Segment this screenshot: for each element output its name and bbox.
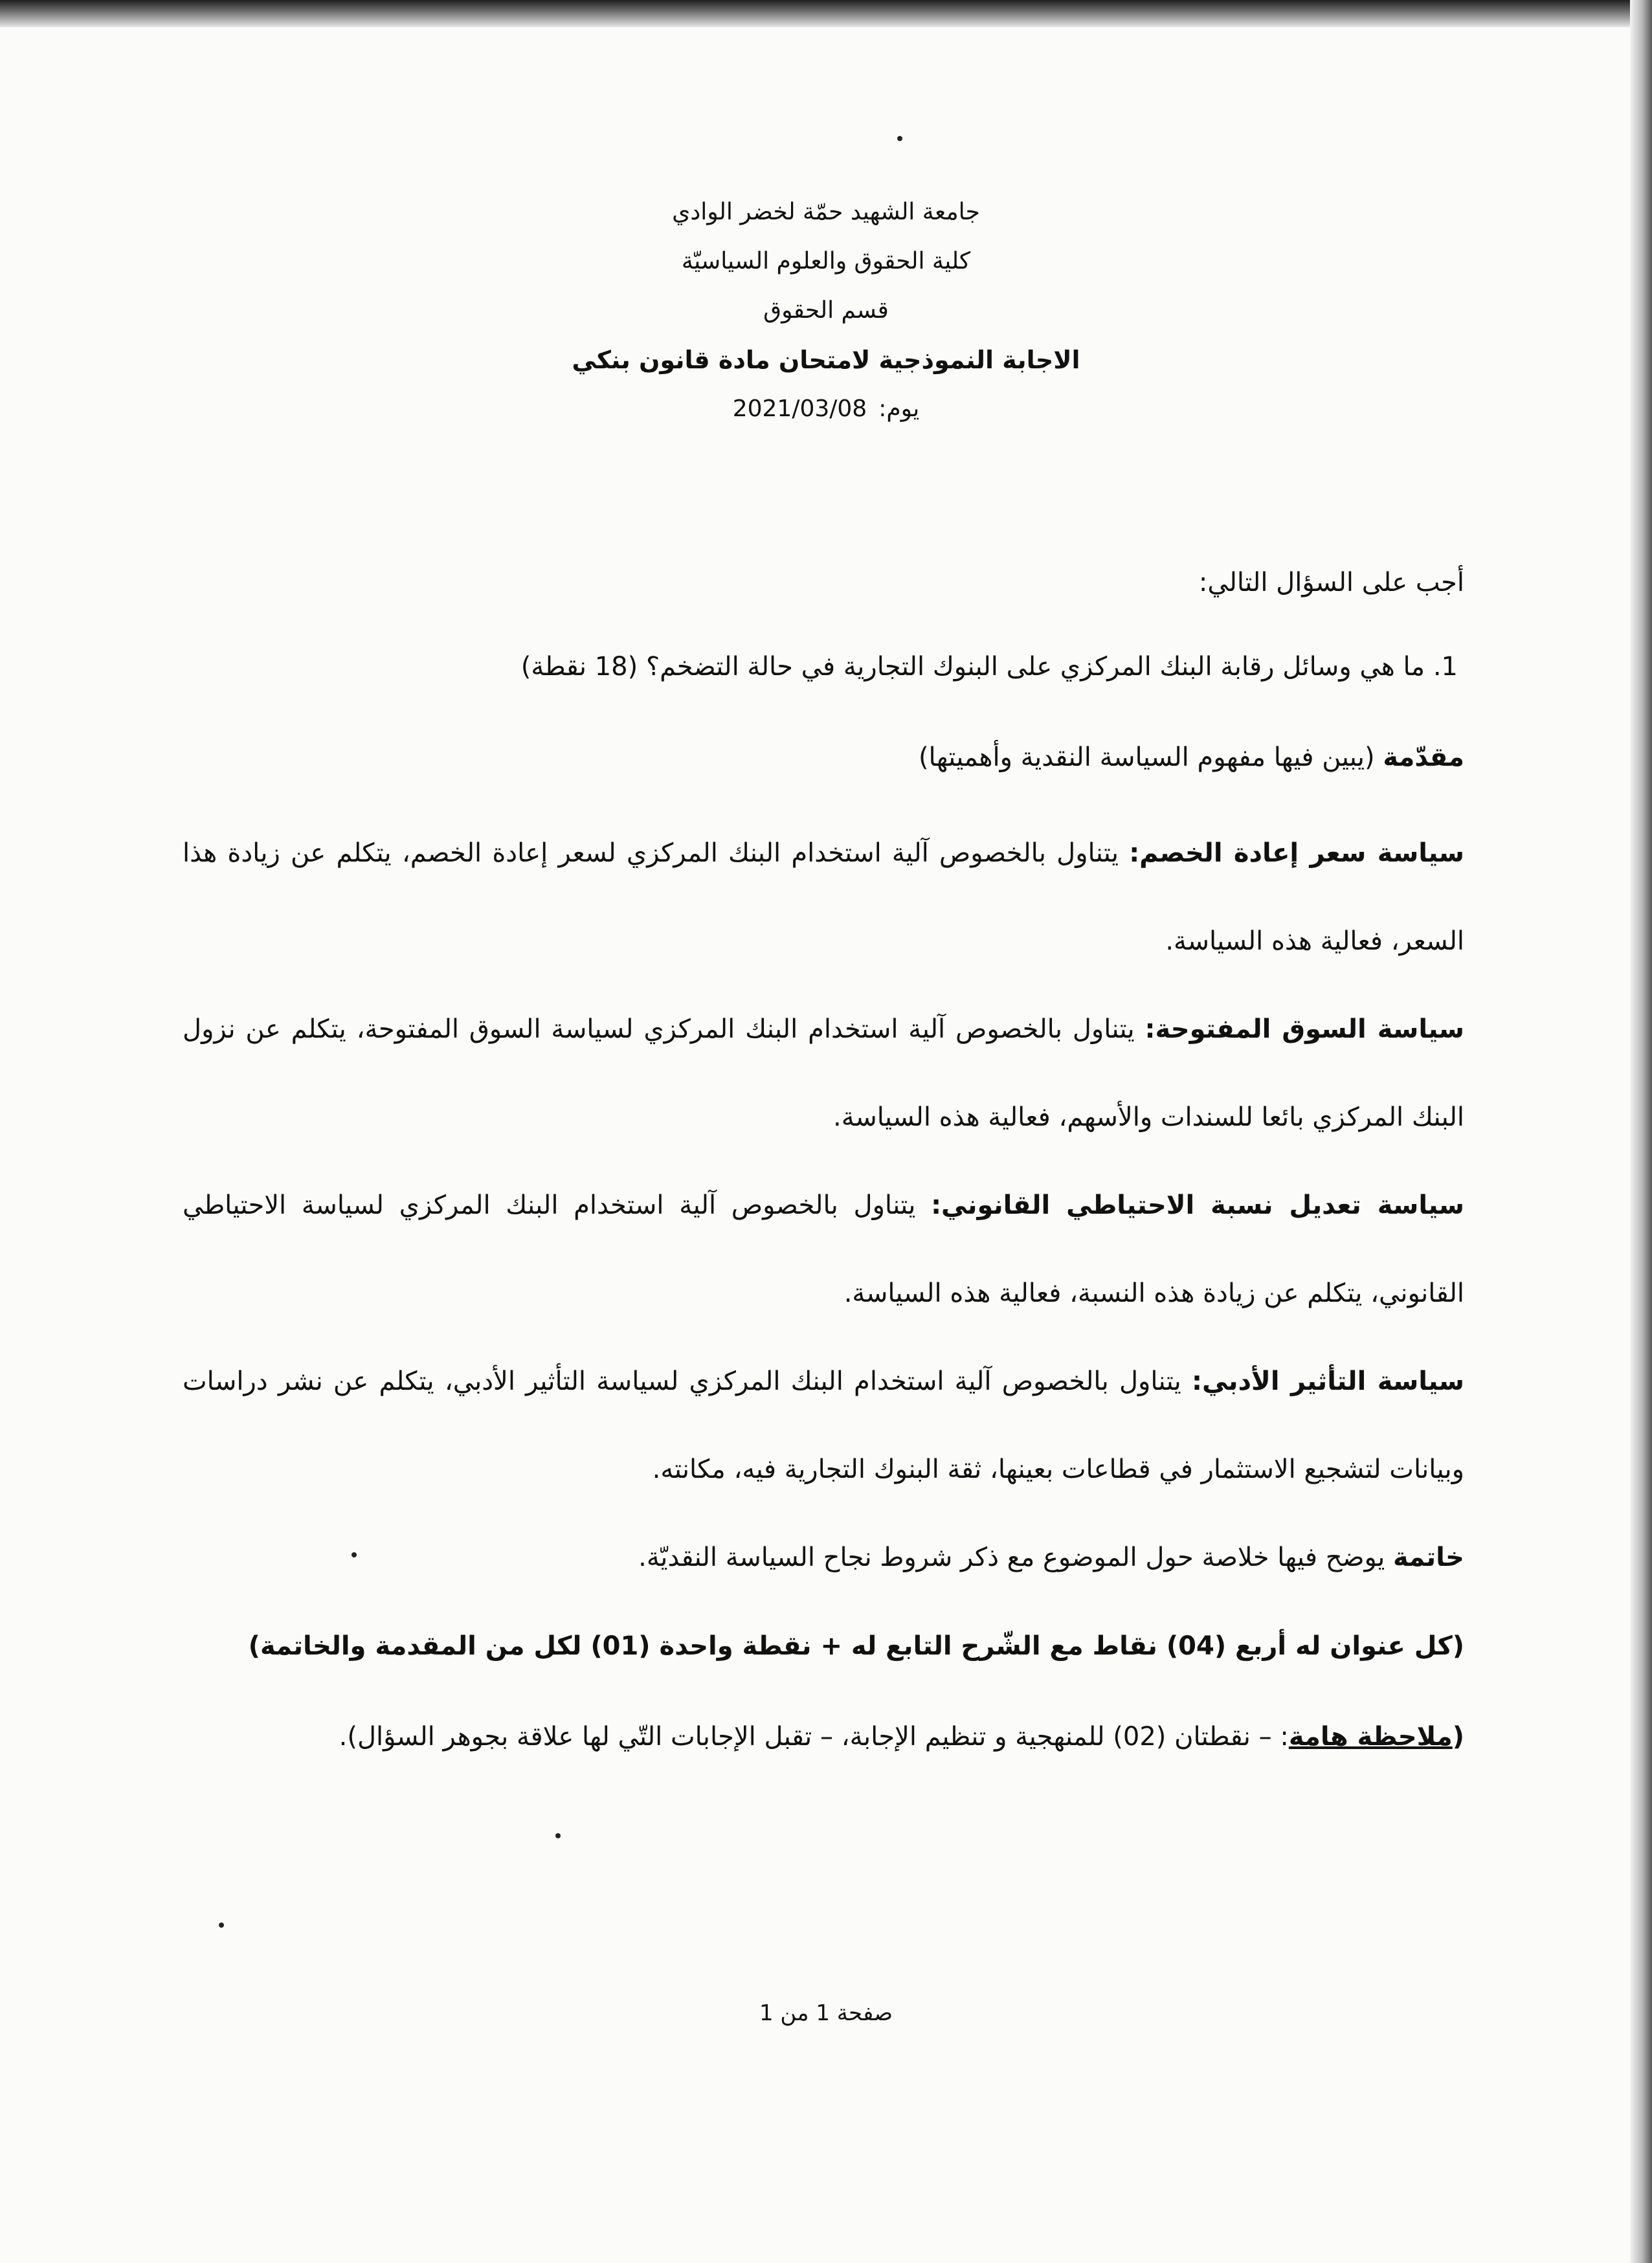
scan-edge-top <box>0 0 1652 27</box>
note-text: : – نقطتان (02) للمنهجية و تنظيم الإجابة، – تقبل الإجابات التّي لها علاقة بجوهر السؤال). <box>339 1722 1289 1752</box>
scan-speck <box>219 1923 224 1928</box>
section-discount-rate <box>183 809 1464 985</box>
introduction-text: (يبين فيها مفهوم السياسة النقدية وأهميتها) <box>918 742 1383 772</box>
introduction-label: مقدّمة <box>1383 742 1464 772</box>
page-number: صفحة 1 من 1 <box>759 2000 893 2026</box>
scan-speck <box>555 1833 561 1838</box>
instruction: أجب على السؤال التالي: <box>1198 568 1464 597</box>
question: 1. ما هي وسائل رقابة البنك المركزي على البنوك التجارية في حالة التضخم؟ (18 نقطة) <box>520 652 1458 682</box>
section-reserve-ratio <box>183 1161 1464 1337</box>
note-label: ملاحظة هامة <box>1288 1722 1453 1752</box>
introduction <box>183 725 1464 809</box>
section-open-market <box>183 985 1464 1161</box>
note-open-paren: ( <box>1452 1722 1464 1752</box>
conclusion-text: يوضح فيها خلاصة حول الموضوع مع ذكر شروط نجاح السياسة النقديّة. <box>638 1543 1394 1572</box>
section-title: سياسة السوق المفتوحة: <box>1144 1014 1465 1044</box>
important-note <box>183 1695 1464 1785</box>
date-label: يوم: <box>878 396 920 422</box>
section-title: سياسة التأثير الأدبي: <box>1192 1366 1464 1396</box>
document-header <box>0 188 1652 434</box>
section-text: يتناول بالخصوص آلية استخدام البنك المركزي لسياسة التأثير الأدبي، يتكلم عن نشر دراسات وبيانات لتشجيع الاستثمار في قطاعات بعينها، ثقة البنوك التجارية فيه، مكانته. <box>183 1366 1464 1484</box>
answer-body <box>183 550 1464 1785</box>
date-value: 2021/03/08 <box>732 396 867 422</box>
section-title: سياسة تعديل نسبة الاحتياطي القانوني: <box>931 1190 1465 1220</box>
faculty-name: كلية الحقوق والعلوم السياسيّة <box>681 248 971 274</box>
department-name: قسم الحقوق <box>763 297 889 324</box>
document-title: الاجابة النموذجية لامتحان مادة قانون بنكي <box>572 346 1080 374</box>
university-name: جامعة الشهيد حمّة لخضر الوادي <box>672 199 980 225</box>
exam-date <box>0 385 1652 434</box>
section-title: سياسة سعر إعادة الخصم: <box>1129 838 1464 868</box>
section-moral-suasion <box>183 1337 1464 1513</box>
section-text: يتناول بالخصوص آلية استخدام البنك المركزي لسياسة السوق المفتوحة، يتكلم عن نزول البنك المركزي بائعا للسندات والأسهم، فعالية هذه السياسة. <box>183 1014 1464 1132</box>
section-text: يتناول بالخصوص آلية استخدام البنك المركزي لسعر إعادة الخصم، يتكلم عن زيادة هذا السعر، فعالية هذه السياسة. <box>183 838 1464 956</box>
section-text: يتناول بالخصوص آلية استخدام البنك المركزي لسياسة الاحتياطي القانوني، يتكلم عن زيادة هذه النسبة، فعالية هذه السياسة. <box>183 1190 1464 1308</box>
conclusion-label: خاتمة <box>1393 1543 1464 1572</box>
scan-speck <box>897 136 902 141</box>
conclusion <box>183 1513 1464 1604</box>
grading-scheme: (كل عنوان له أربع (04) نقاط مع الشّرح التابع له + نقطة واحدة (01) لكل من المقدمة والخاتمة) <box>248 1631 1464 1661</box>
